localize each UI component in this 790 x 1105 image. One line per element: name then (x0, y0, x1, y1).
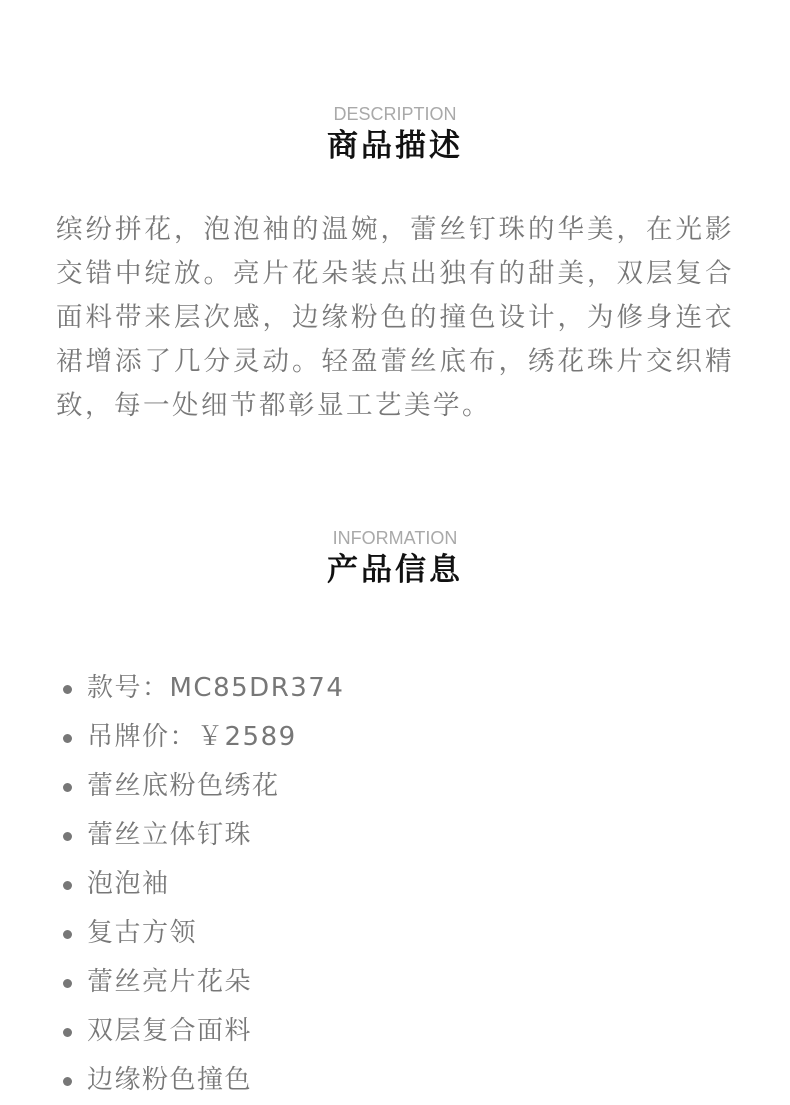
bullet-dot-icon (63, 734, 72, 743)
bullet-dot-icon (63, 979, 72, 988)
info-item (60, 860, 344, 909)
info-item-text: 款号：MC85DR374 (87, 673, 345, 703)
bullet-dot-icon (63, 1077, 72, 1086)
description-eyebrow: DESCRIPTION (333, 104, 457, 124)
info-item (60, 1056, 344, 1105)
bullet-dot-icon (63, 881, 72, 890)
info-item-style-number (60, 664, 344, 713)
information-eyebrow: INFORMATION (332, 528, 458, 548)
info-item-text: 复古方领 (87, 918, 198, 948)
bullet-dot-icon (63, 832, 72, 841)
info-item-text: 蕾丝底粉色绣花 (87, 771, 280, 801)
info-item-text: 蕾丝立体钉珠 (87, 820, 253, 850)
info-item (60, 909, 344, 958)
information-header (0, 528, 790, 590)
bullet-dot-icon (63, 930, 72, 939)
info-item-text: 泡泡袖 (87, 869, 170, 899)
bullet-dot-icon (63, 1028, 72, 1037)
description-header (0, 104, 790, 166)
info-item (60, 811, 344, 860)
info-item-tag-price (60, 713, 344, 762)
description-title: 商品描述 (327, 128, 463, 164)
info-item (60, 762, 344, 811)
info-item-text: 双层复合面料 (87, 1016, 253, 1046)
information-title: 产品信息 (327, 552, 463, 588)
info-item-text: 边缘粉色撞色 (87, 1065, 253, 1095)
info-item-text: 吊牌价：￥2589 (87, 722, 297, 752)
info-item (60, 958, 344, 1007)
bullet-dot-icon (63, 685, 72, 694)
description-text: 缤纷拼花，泡泡袖的温婉，蕾丝钉珠的华美，在光影交错中绽放。亮片花朵装点出独有的甜美，双层复合面料带来层次感，边缘粉色的撞色设计，为修身连衣裙增添了几分灵动。轻盈蕾丝底布，绣花珠片交织精致，每一处细节都彰显工艺美学。 (56, 214, 734, 421)
product-info-list (60, 664, 344, 1105)
bullet-dot-icon (63, 783, 72, 792)
info-item-text: 蕾丝亮片花朵 (87, 967, 253, 997)
info-item (60, 1007, 344, 1056)
